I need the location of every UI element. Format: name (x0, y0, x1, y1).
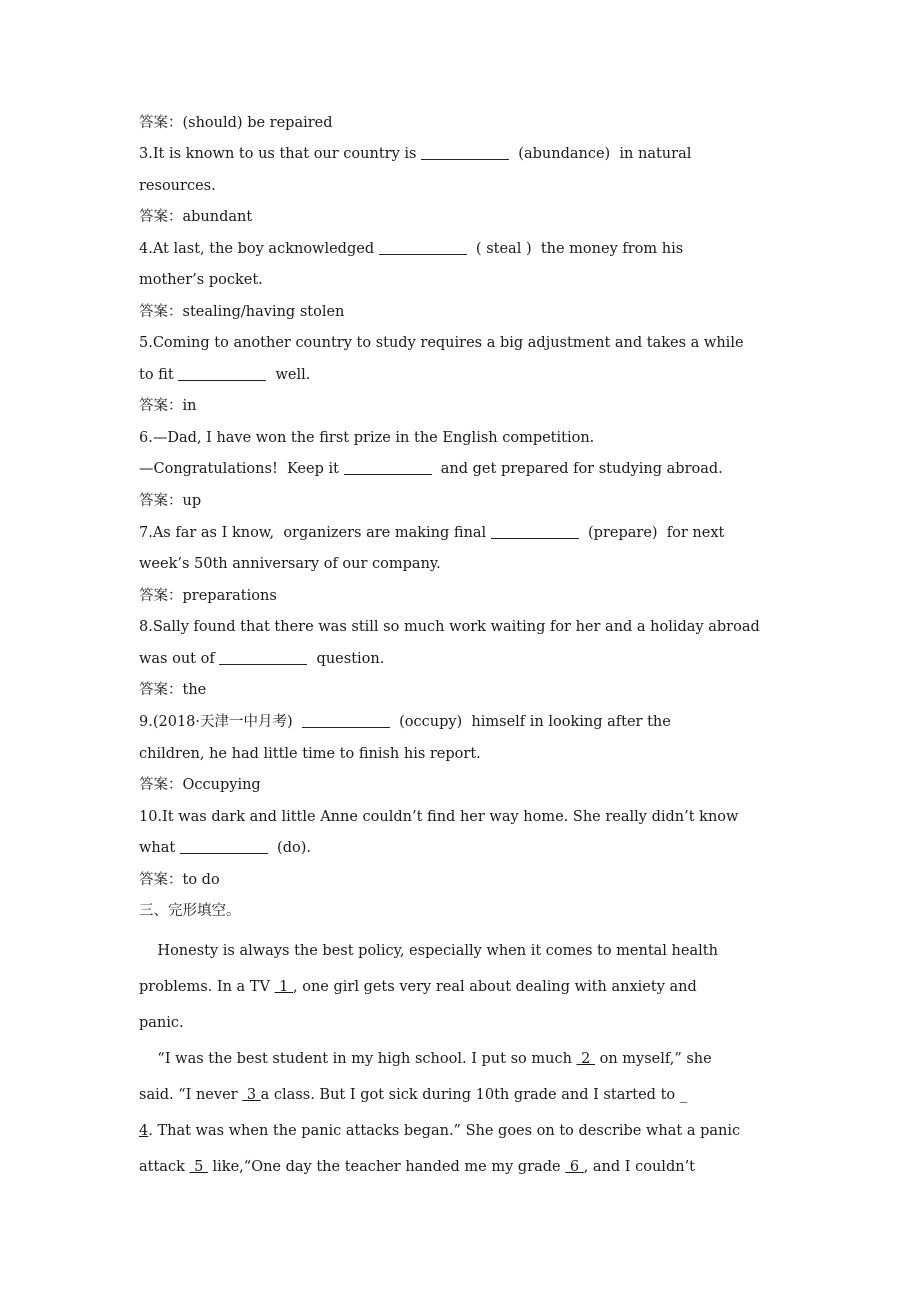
answer-9: 答案：Occupying (139, 777, 261, 793)
passage-line-7 (139, 1157, 815, 1177)
passage-line-6 (139, 1121, 815, 1141)
answer-2: 答案：(should) be repaired (139, 115, 333, 131)
question-6-line-1: 6.—Dad, I have won the first prize in the English competition. (139, 430, 595, 446)
answer-blank[interactable] (180, 839, 268, 854)
answer-8: 答案：the (139, 682, 207, 698)
passage-line-4 (139, 1049, 815, 1069)
question-10-line-1: 10.It was dark and little Anne couldn’t find her way home. She really didn’t know (139, 809, 739, 825)
cloze-blank-5[interactable]: 5 (189, 1159, 208, 1175)
passage-text: like,“One day the teacher handed me my grade (207, 1159, 566, 1175)
cloze-blank-4[interactable]: 4 (139, 1123, 149, 1139)
passage-text: . That was when the panic attacks began.” She goes on to describe what a panic (148, 1123, 741, 1139)
question-text: (occupy) himself in looking after the (389, 714, 671, 730)
answer-blank[interactable] (219, 650, 307, 665)
passage-text: a class. But I got sick during 10th grade and I started to (260, 1087, 680, 1103)
question-text: 9.(2018·天津一中月考) (139, 714, 302, 730)
question-7-line-1 (139, 523, 815, 543)
answer-7: 答案：preparations (139, 588, 277, 604)
question-text: (prepare) for next (578, 525, 725, 541)
question-text: what (139, 840, 180, 856)
cloze-blank-6[interactable]: 6 (565, 1159, 584, 1175)
cloze-blank-2[interactable]: 2 (576, 1051, 595, 1067)
question-7-line-2: week’s 50th anniversary of our company. (139, 556, 441, 572)
passage-text: problems. In a TV (139, 979, 275, 995)
cloze-blank-3[interactable]: 3 (242, 1087, 261, 1103)
answer-blank[interactable] (491, 524, 579, 539)
passage-line-1: Honesty is always the best policy, especially when it comes to mental health (139, 943, 718, 959)
answer-10: 答案：to do (139, 872, 220, 888)
question-text: to fit (139, 367, 179, 383)
answer-5: 答案：in (139, 398, 197, 414)
question-8-line-2 (139, 649, 815, 669)
question-10-line-2 (139, 838, 815, 858)
question-3-line-1 (139, 144, 815, 164)
question-text: 3.It is known to us that our country is (139, 146, 422, 162)
answer-blank[interactable] (302, 713, 390, 728)
passage-text: on myself,” she (594, 1051, 712, 1067)
question-4-line-2: mother’s pocket. (139, 272, 263, 288)
question-9-line-2: children, he had little time to finish his report. (139, 746, 481, 762)
question-text: —Congratulations! Keep it (139, 461, 344, 477)
question-8-line-1: 8.Sally found that there was still so much work waiting for her and a holiday abroad (139, 619, 760, 635)
question-6-line-2 (139, 459, 815, 479)
question-9-line-1 (139, 712, 815, 732)
passage-line-5 (139, 1085, 815, 1105)
question-text: well. (266, 367, 311, 383)
question-text: (abundance) in natural (509, 146, 692, 162)
question-text: ( steal ) the money from his (466, 241, 684, 257)
passage-line-3: panic. (139, 1015, 184, 1031)
cloze-blank-1[interactable]: 1 (274, 979, 293, 995)
question-text: question. (307, 651, 385, 667)
answer-blank[interactable] (178, 366, 266, 381)
answer-blank[interactable] (379, 240, 467, 255)
question-text: 4.At last, the boy acknowledged (139, 241, 379, 257)
question-text: was out of (139, 651, 220, 667)
answer-4: 答案：stealing/having stolen (139, 304, 345, 320)
question-5-line-1: 5.Coming to another country to study requires a big adjustment and takes a while (139, 335, 744, 351)
passage-line-2 (139, 977, 815, 997)
answer-blank[interactable] (421, 145, 509, 160)
passage-text: attack (139, 1159, 190, 1175)
question-3-line-2: resources. (139, 178, 216, 194)
question-4-line-1 (139, 239, 815, 259)
passage-text: _ (679, 1087, 687, 1103)
answer-3: 答案：abundant (139, 209, 253, 225)
question-text: 7.As far as I know, organizers are making final (139, 525, 491, 541)
passage-text: said. “I never (139, 1087, 243, 1103)
answer-blank[interactable] (344, 460, 432, 475)
answer-6: 答案：up (139, 493, 202, 509)
passage-text: , one girl gets very real about dealing with anxiety and (293, 979, 697, 995)
passage-text: “I was the best student in my high school. I put so much (139, 1051, 577, 1067)
question-5-line-2 (139, 365, 815, 385)
question-text: and get prepared for studying abroad. (431, 461, 723, 477)
passage-text: , and I couldn’t (583, 1159, 696, 1175)
question-text: (do). (267, 840, 311, 856)
section-title: 三、完形填空。 (139, 903, 241, 919)
